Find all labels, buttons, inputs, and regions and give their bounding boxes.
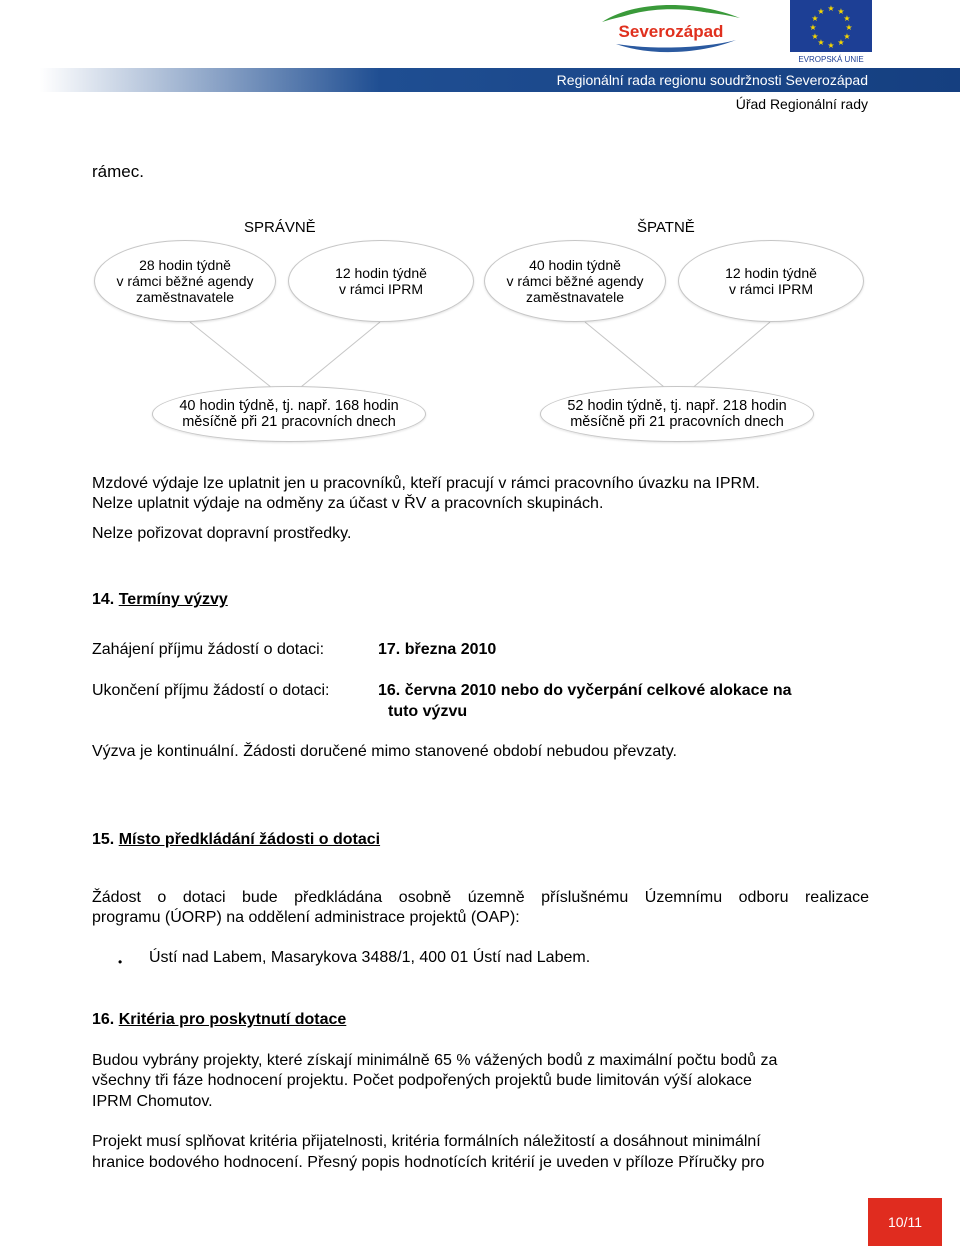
end-label: Ukončení příjmu žádostí o dotaci: <box>92 682 330 699</box>
svg-text:★: ★ <box>845 23 853 32</box>
svg-text:★: ★ <box>843 14 851 23</box>
page-number-badge <box>868 1198 942 1246</box>
end-value-line-1: 16. června 2010 nebo do vyčerpání celkové alokace na <box>378 682 792 699</box>
svg-text:★: ★ <box>811 14 819 23</box>
wrong-left-ellipse: 40 hodin týdně v rámci běžné agendy zaměstnavatele <box>484 240 666 322</box>
rule-line-1: Mzdové výdaje lze uplatnit jen u pracovníků, kteří pracují v rámci pracovního úvazku na IPRM. <box>92 475 760 492</box>
svg-text:★: ★ <box>817 7 825 16</box>
svg-text:★: ★ <box>809 23 817 32</box>
section14-heading <box>92 590 228 610</box>
section16-title: Kritéria pro poskytnutí dotace <box>118 1011 347 1028</box>
wrong-total-ellipse: 52 hodin týdně, tj. např. 218 hodin měsíčně při 21 pracovních dnech <box>540 386 814 442</box>
page-number: 10/11 <box>888 1214 922 1230</box>
correct-total-ellipse: 40 hodin týdně, tj. např. 168 hodin měsíčně při 21 pracovních dnech <box>152 386 426 442</box>
section15-para-line-2: programu (ÚORP) na oddělení administrace projektů (OAP): <box>92 909 520 926</box>
header-bar-title: Regionální rada regionu soudržnosti Severozápad <box>556 72 868 88</box>
section16-p1-line-1: Budou vybrány projekty, které získají minimálně 65 % vážených bodů z maximální počtu bodů za <box>92 1052 778 1069</box>
svg-text:★: ★ <box>827 41 835 50</box>
start-value: 17. března 2010 <box>378 641 497 658</box>
address-bullet: Ústí nad Labem, Masarykova 3488/1, 400 01 Ústí nad Labem. <box>149 949 591 966</box>
section16-p1-line-3: IPRM Chomutov. <box>92 1093 213 1110</box>
start-label: Zahájení příjmu žádostí o dotaci: <box>92 641 325 658</box>
section15-heading <box>92 830 380 850</box>
svg-text:★: ★ <box>837 38 845 47</box>
section14-note: Výzva je kontinuální. Žádosti doručené mimo stanovené období nebudou převzaty. <box>92 743 677 760</box>
correct-heading: SPRÁVNĚ <box>244 219 316 236</box>
section14-number: 14. <box>92 591 115 608</box>
end-value-line-2: tuto výzvu <box>388 703 468 720</box>
section15-number: 15. <box>92 831 115 848</box>
svg-text:EVROPSKÁ UNIE: EVROPSKÁ UNIE <box>798 55 864 64</box>
svg-text:★: ★ <box>811 32 819 41</box>
section16-p2-line-2: hranice bodového hodnocení. Přesný popis hodnotících kritérií je uveden v příloze Příručky pro <box>92 1154 765 1171</box>
correct-right-ellipse: 12 hodin týdně v rámci IPRM <box>288 240 474 322</box>
correct-left-ellipse: 28 hodin týdně v rámci běžné agendy zaměstnavatele <box>94 240 276 322</box>
svg-text:★: ★ <box>817 38 825 47</box>
header-subtitle: Úřad Regionální rady <box>735 96 868 112</box>
section14-title: Termíny výzvy <box>118 591 228 608</box>
svg-text:★: ★ <box>843 32 851 41</box>
wrong-right-ellipse: 12 hodin týdně v rámci IPRM <box>678 240 864 322</box>
section15-para-line-1: Žádost o dotaci bude předkládána osobně územně příslušnému Územnímu odboru realizace <box>92 889 869 906</box>
rule-line-2: Nelze uplatnit výdaje na odměny za účast v ŘV a pracovních skupinách. <box>92 495 604 512</box>
svg-text:Severozápad: Severozápad <box>618 22 724 41</box>
section16-number: 16. <box>92 1011 115 1028</box>
section15-title: Místo předkládání žádosti o dotaci <box>118 831 381 848</box>
section16-p1-line-2: všechny tři fáze hodnocení projektu. Počet podpořených projektů bude limitován výší alokace <box>92 1072 752 1089</box>
bullet-icon: • <box>118 955 123 969</box>
section16-heading <box>92 1010 346 1030</box>
diagram-connectors <box>0 0 960 460</box>
svg-text:★: ★ <box>827 4 835 13</box>
rule-line-3: Nelze pořizovat dopravní prostředky. <box>92 525 352 542</box>
intro-fragment: rámec. <box>92 162 144 181</box>
svg-text:★: ★ <box>837 7 845 16</box>
section16-p2-line-1: Projekt musí splňovat kritéria přijatelnosti, kritéria formálních náležitostí a dosáhnout minimální <box>92 1133 761 1150</box>
wrong-heading: ŠPATNĚ <box>637 219 695 236</box>
